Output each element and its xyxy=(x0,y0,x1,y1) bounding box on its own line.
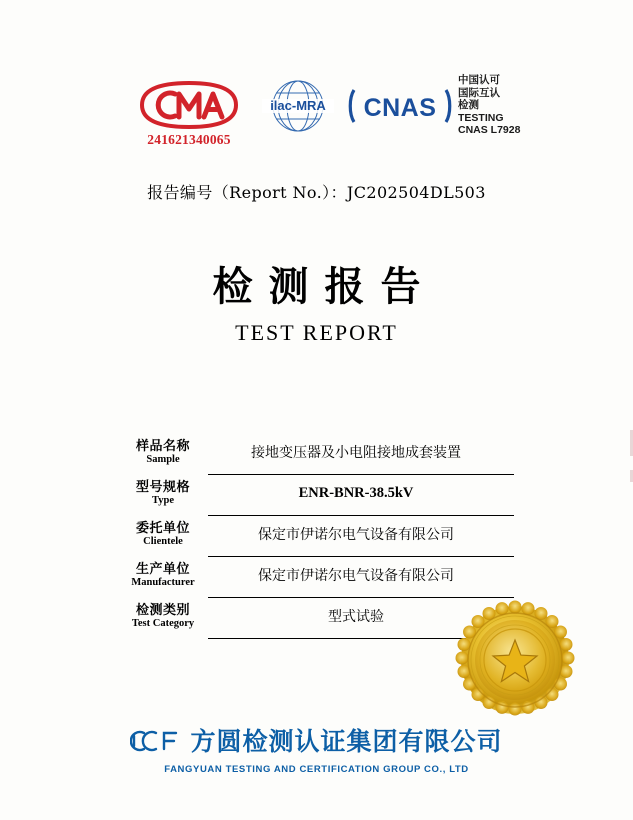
row-label-en: Sample xyxy=(146,453,180,465)
footer-company-cn: 方圆检测认证集团有限公司 xyxy=(190,726,503,756)
cnas-line-2: 国际互认 xyxy=(458,86,500,99)
ilac-mra-logo xyxy=(256,78,340,134)
row-label-cn: 委托单位 xyxy=(135,520,190,536)
row-label xyxy=(122,563,204,592)
cnas-line-1: 中国认可 xyxy=(458,74,500,86)
row-value: 接地变压器及小电阻接地成套装置 xyxy=(251,445,461,461)
report-number-line xyxy=(0,180,633,203)
row-label-cn: 样品名称 xyxy=(135,438,190,454)
table-row xyxy=(122,475,514,516)
table-row xyxy=(122,557,514,598)
row-value: 保定市伊诺尔电气设备有限公司 xyxy=(258,568,454,584)
row-label-cn: 型号规格 xyxy=(135,479,190,495)
accreditation-logos xyxy=(0,72,633,156)
row-label-en: Test Category xyxy=(131,617,195,629)
footer-company-en: FANGYUAN TESTING AND CERTIFICATION GROUP CO., LTD xyxy=(164,764,469,775)
footer-logo-row xyxy=(130,728,502,754)
cnas-side-text xyxy=(458,74,578,137)
footer-company-block xyxy=(0,728,633,775)
row-label xyxy=(122,522,204,551)
row-label-en: Manufacturer xyxy=(131,576,195,588)
row-label xyxy=(122,481,204,510)
cnas-line-3: 检测 xyxy=(458,99,479,112)
row-value: ENR-BNR-38.5kV xyxy=(298,484,414,501)
ccfa-logo-icon xyxy=(130,728,184,754)
report-number-text: 报告编号（Report No.）：JC202504DL503 xyxy=(147,183,486,202)
table-row xyxy=(122,434,514,475)
row-label xyxy=(122,604,204,633)
page-title-cn: 检测报告 xyxy=(212,263,437,310)
svg-text:ilac-MRA: ilac-MRA xyxy=(270,98,326,113)
row-value: 型式试验 xyxy=(328,609,384,625)
cma-certificate-number: 241621340065 xyxy=(147,132,231,147)
cnas-line-4: TESTING xyxy=(458,111,504,124)
gold-seal-icon xyxy=(455,600,575,720)
cnas-line-5: CNAS L7928 xyxy=(458,124,521,137)
row-label-cn: 生产单位 xyxy=(135,561,190,577)
page-title-en: TEST REPORT xyxy=(235,320,398,345)
cma-logo xyxy=(134,80,244,148)
table-row xyxy=(122,516,514,557)
row-label-en: Type xyxy=(152,494,174,506)
row-label-cn: 检测类别 xyxy=(135,602,190,618)
row-label-en: Clientele xyxy=(143,535,183,547)
svg-text:CNAS: CNAS xyxy=(363,94,437,122)
row-value: 保定市伊诺尔电气设备有限公司 xyxy=(258,527,454,543)
cma-mark-icon xyxy=(134,80,244,130)
cnas-logo xyxy=(348,80,452,132)
row-label xyxy=(122,440,204,469)
